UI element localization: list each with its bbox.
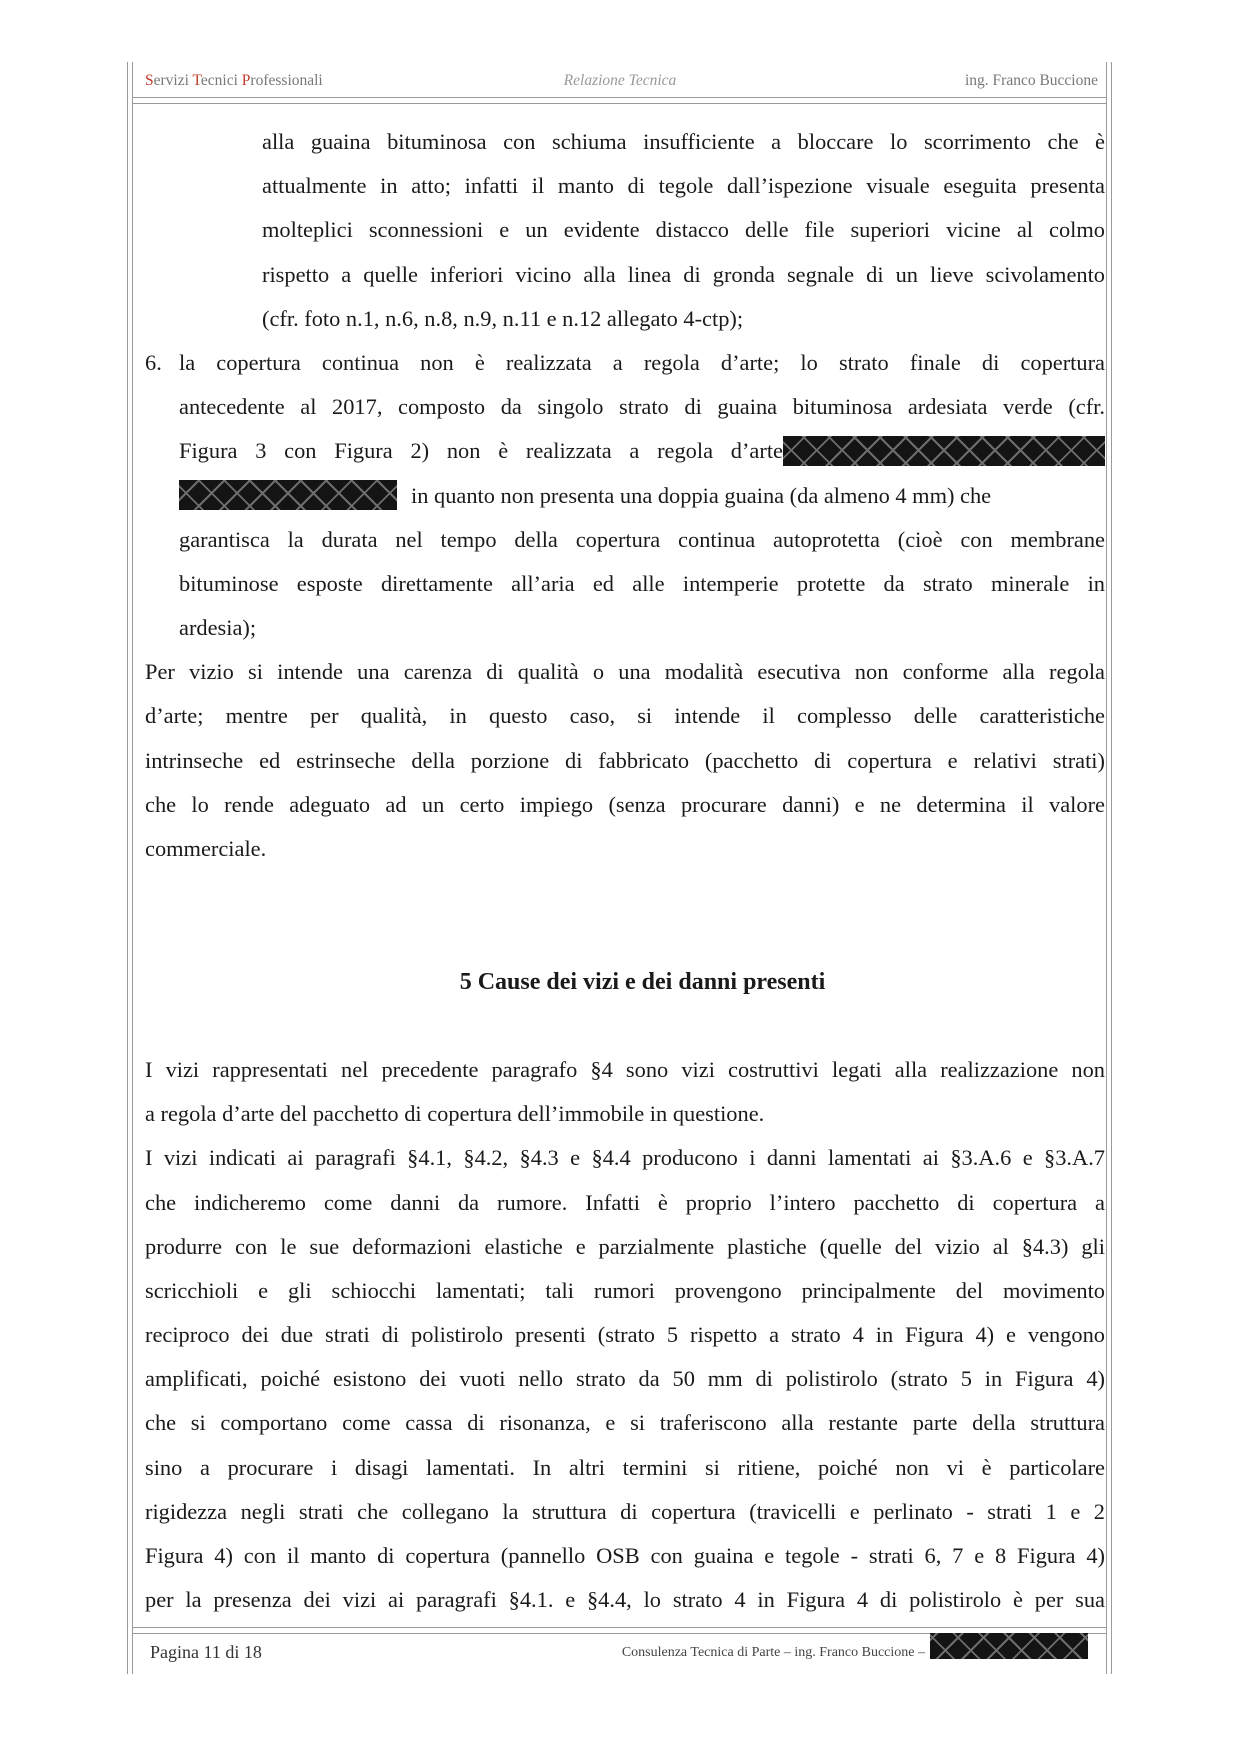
text-line: amplificati, poiché esistono dei vuoti nello strato da 50 mm di polistirolo (strato 5 in Figura 4) xyxy=(145,1366,1105,1392)
text-line: alla guaina bituminosa con schiuma insufficiente a bloccare lo scorrimento che è xyxy=(262,129,1105,154)
text-line: scricchioli e gli schiocchi lamentati; tali rumori provengono principalmente del movimento xyxy=(145,1277,1105,1303)
footer-redaction-block xyxy=(930,1633,1088,1659)
text-line: molteplici sconnessioni e un evidente distacco delle file superiori vicine al colmo xyxy=(262,217,1105,243)
text-line: I vizi rappresentati nel precedente paragrafo §4 sono vizi costruttivi legati alla realizzazione non xyxy=(145,1056,1105,1082)
text-line: attualmente in atto; infatti il manto di tegole dall’ispezione visuale eseguita presenta xyxy=(262,173,1105,199)
text-line: Figura 4) con il manto di copertura (pannello OSB con guaina e tegole - strati 6, 7 e 8 Figura 4) xyxy=(145,1543,1105,1568)
text-line: rigidezza negli strati che collegano la struttura di copertura (travicelli e perlinato - strati 1 e 2 xyxy=(145,1498,1105,1524)
page-number: Pagina 11 di 18 xyxy=(150,1642,262,1662)
header-rule xyxy=(132,97,1106,98)
text-line: produrre con le sue deformazioni elastiche e parzialmente plastiche (quelle del vizio al §4.3) gli xyxy=(145,1233,1105,1259)
header-left: Servizi Tecnici Professionali xyxy=(145,72,323,89)
text-line: reciproco dei due strati di polistirolo presenti (strato 5 rispetto a strato 4 in Figura 4) e vengono xyxy=(145,1322,1105,1348)
text-line: a regola d’arte del pacchetto di copertura dell’immobile in questione. xyxy=(145,1101,765,1127)
text-line: Per vizio si intende una carenza di qualità o una modalità esecutiva non conforme alla regola xyxy=(145,659,1105,685)
header-right: ing. Franco Buccione xyxy=(964,72,1098,89)
redaction-block xyxy=(179,480,397,510)
header-rule-inner xyxy=(132,103,1106,104)
redaction-block xyxy=(783,436,1105,466)
text-line: che si comportano come cassa di risonanza, e si traferiscono alla restante parte della struttura xyxy=(145,1410,1105,1436)
header-center: Relazione Tecnica xyxy=(563,72,677,89)
list-item-6-line: 6. la copertura continua non è realizzata a regola d’arte; lo strato finale di copertura xyxy=(145,341,1105,385)
text-line: garantisca la durata nel tempo della copertura continua autoprotetta (cioè con membrane xyxy=(179,526,1105,552)
text-line-redacted: Figura 3 con Figura 2) non è realizzata a regola d’arte xyxy=(145,429,1105,473)
text-line: I vizi indicati ai paragrafi §4.1, §4.2, §4.3 e §4.4 producono i danni lamentati ai §3.A.6 e §3.A.7 xyxy=(145,1145,1105,1171)
text-line-redacted: in quanto non presenta una doppia guaina (da almeno 4 mm) che xyxy=(145,474,1105,518)
text-line: commerciale. xyxy=(145,836,267,861)
text-line: per la presenza dei vizi ai paragrafi §4.1. e §4.4, lo strato 4 in Figura 4 di polistirolo è per sua xyxy=(145,1587,1105,1613)
text-line: che indicheremo come danni da rumore. Infatti è proprio l’intero pacchetto di copertura a xyxy=(145,1189,1105,1215)
page-frame-left xyxy=(127,62,133,1674)
footer-credit: Consulenza Tecnica di Parte – ing. Franco Buccione – xyxy=(621,1645,925,1660)
text-line: d’arte; mentre per qualità, in questo caso, si intende il complesso delle caratteristiche xyxy=(145,703,1105,729)
text-line: (cfr. foto n.1, n.6, n.8, n.9, n.11 e n.12 allegato 4-ctp); xyxy=(262,305,744,331)
footer-rule xyxy=(132,1627,1106,1628)
text-line: sino a procurare i disagi lamentati. In altri termini si ritiene, poiché non vi è particolare xyxy=(145,1454,1105,1480)
text-line: bituminose esposte direttamente all’aria ed alle intemperie protette da strato minerale in xyxy=(179,570,1105,596)
list-number: 6. xyxy=(145,349,162,375)
text-line: antecedente al 2017, composto da singolo strato di guaina bituminosa ardesiata verde (cfr. xyxy=(179,394,1105,420)
section-heading: 5 Cause dei vizi e dei danni presenti xyxy=(459,968,826,995)
text-line: intrinseche ed estrinseche della porzione di fabbricato (pacchetto di copertura e relativi strati) xyxy=(145,747,1105,773)
text-line: che lo rende adeguato ad un certo impiego (senza procurare danni) e ne determina il valore xyxy=(145,791,1105,817)
text-line: ardesia); xyxy=(179,615,257,641)
document-body xyxy=(145,120,1105,1622)
page-frame-right xyxy=(1106,62,1112,1674)
text-line: rispetto a quelle inferiori vicino alla linea di gronda segnale di un lieve scivolamento xyxy=(262,261,1105,287)
